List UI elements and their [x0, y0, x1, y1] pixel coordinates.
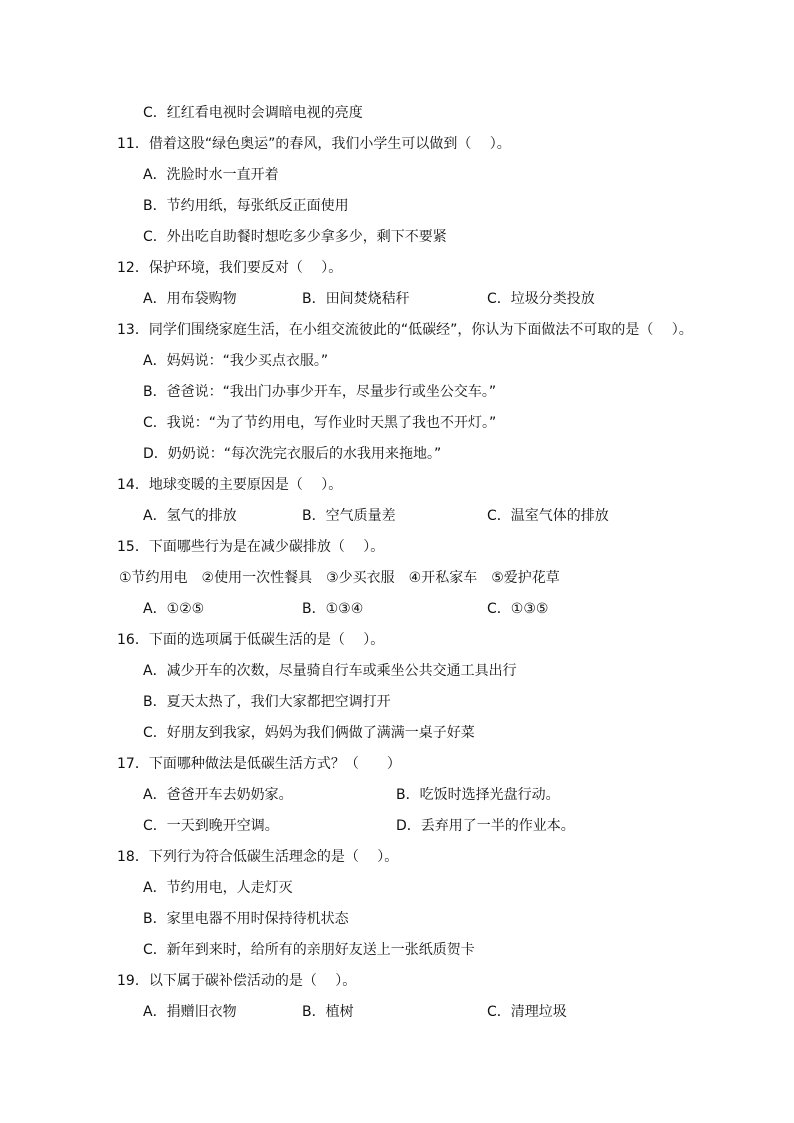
answer-option: C．清理垃圾: [487, 1004, 567, 1020]
answer-option: C．①③⑤: [487, 601, 549, 617]
answer-option: B．爸爸说：“我出门办事少开车，尽量步行或坐公交车。”: [143, 384, 497, 400]
answer-option: A．①②⑤: [143, 601, 205, 617]
answer-option: B．吃饭时选择光盘行动。: [396, 787, 560, 803]
answer-option: C．新年到来时，给所有的亲朋好友送上一张纸质贺卡: [143, 942, 475, 958]
answer-option: B．空气质量差: [302, 508, 396, 524]
answer-option: C．好朋友到我家，妈妈为我们俩做了满满一桌子好菜: [143, 725, 475, 741]
question-text: 13．同学们围绕家庭生活，在小组交流彼此的“低碳经”，你认为下面做法不可取的是（ ）。: [117, 322, 693, 338]
answer-option: B．植树: [302, 1004, 354, 1020]
answer-option: B．夏天太热了，我们大家都把空调打开: [143, 694, 391, 710]
question-text: 15．下面哪些行为是在减少碳排放（ ）。: [117, 539, 385, 555]
answer-option: A．洗脸时水一直开着: [143, 167, 279, 183]
question-text: 18．下列行为符合低碳生活理念的是（ ）。: [117, 849, 399, 865]
answer-option: B．节约用纸，每张纸反正面使用: [143, 198, 349, 214]
answer-option: C．温室气体的排放: [487, 508, 609, 524]
answer-option: C．外出吃自助餐时想吃多少拿多少，剩下不要紧: [143, 229, 447, 245]
answer-option: A．氢气的排放: [143, 508, 237, 524]
question-text: 16．下面的选项属于低碳生活的是（ ）。: [117, 632, 385, 648]
answer-option: A．用布袋购物: [143, 291, 237, 307]
answer-option: D．丢弃用了一半的作业本。: [396, 818, 575, 834]
answer-option: C．红红看电视时会调暗电视的亮度: [143, 105, 363, 121]
answer-option: A．妈妈说：“我少买点衣服。”: [143, 353, 329, 369]
answer-option: D．奶奶说：“每次洗完衣服后的水我用来拖地。”: [143, 446, 442, 462]
question-text: 19．以下属于碳补偿活动的是（ ）。: [117, 973, 357, 989]
answer-option: C．一天到晚开空调。: [143, 818, 279, 834]
question-text: 12．保护环境，我们要反对（ ）。: [117, 260, 343, 276]
numbered-list: ①节约用电 ②使用一次性餐具 ③少买衣服 ④开私家车 ⑤爱护花草: [119, 570, 560, 586]
question-text: 14．地球变暖的主要原因是（ ）。: [117, 477, 343, 493]
answer-option: C．垃圾分类投放: [487, 291, 595, 307]
answer-option: B．田间焚烧秸秆: [302, 291, 410, 307]
answer-option: B．①③④: [302, 601, 364, 617]
question-text: 17．下面哪种做法是低碳生活方式？（ ）: [117, 756, 401, 772]
answer-option: C．我说：“为了节约用电，写作业时天黑了我也不开灯。”: [143, 415, 497, 431]
answer-option: B．家里电器不用时保持待机状态: [143, 911, 349, 927]
answer-option: A．减少开车的次数，尽量骑自行车或乘坐公共交通工具出行: [143, 663, 517, 679]
answer-option: A．节约用电，人走灯灭: [143, 880, 293, 896]
question-text: 11．借着这股“绿色奥运”的春风，我们小学生可以做到（ ）。: [117, 136, 511, 152]
answer-option: A．捐赠旧衣物: [143, 1004, 237, 1020]
answer-option: A．爸爸开车去奶奶家。: [143, 787, 293, 803]
